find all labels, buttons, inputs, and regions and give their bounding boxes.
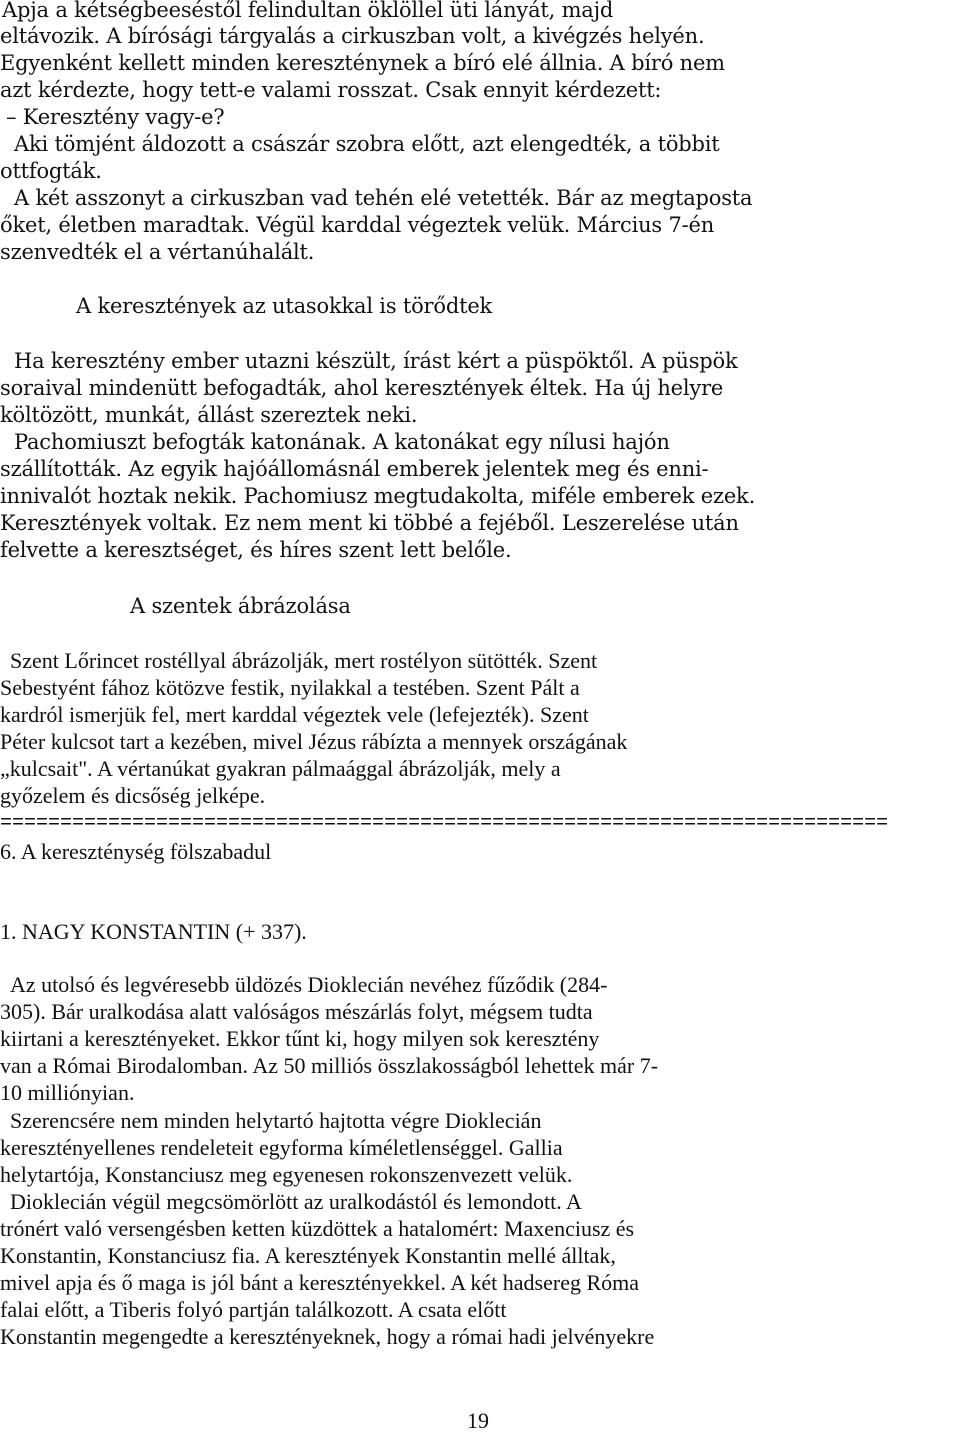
separator-line: ========================================================================== [0, 814, 889, 834]
text-line: „kulcsait". A vértanúkat gyakran pálmaággal ábrázolják, mely a [0, 756, 561, 781]
section-heading: A szentek ábrázolása [130, 594, 351, 618]
text-line: innivalót hoztak nekik. Pachomiusz megtudakolta, miféle emberek ezek. [0, 484, 756, 508]
text-line: Aki tömjént áldozott a császár szobra előtt, azt elengedték, a többit [14, 132, 720, 156]
text-line: felvette a keresztséget, és híres szent lett belőle. [0, 538, 512, 562]
text-line: van a Római Birodalomban. Az 50 milliós összlakosságból lehettek már 7- [0, 1053, 659, 1078]
text-line: Dioklecián végül megcsömörlött az uralkodástól és lemondott. A [10, 1189, 582, 1214]
text-line: Apja a kétségbeeséstől felindultan öklöllel üti lányát, majd [2, 0, 614, 22]
text-line: őket, életben maradtak. Végül karddal végeztek velük. Március 7-én [0, 213, 715, 237]
text-line: Szerencsére nem minden helytartó hajtotta végre Dioklecián [10, 1108, 542, 1133]
text-line: falai előtt, a Tiberis folyó partján találkozott. A csata előtt [0, 1297, 507, 1322]
text-line: soraival mindenütt befogadták, ahol keresztények éltek. Ha új helyre [0, 376, 724, 400]
page-number: 19 [467, 1408, 489, 1433]
text-line: kiirtani a keresztényeket. Ekkor tűnt ki, hogy milyen sok keresztény [0, 1026, 600, 1051]
text-line: eltávozik. A bírósági tárgyalás a cirkuszban volt, a kivégzés helyén. [0, 24, 705, 48]
text-line: Konstantin megengedte a keresztényeknek, hogy a római hadi jelvényekre [0, 1324, 655, 1349]
text-line: költözött, munkát, állást szereztek neki. [0, 403, 418, 427]
text-line: kardról ismerjük fel, mert karddal végeztek vele (lefejezték). Szent [0, 702, 589, 727]
text-line: Ha keresztény ember utazni készült, írást kért a püspöktől. A püspök [14, 349, 738, 373]
text-line: szállították. Az egyik hajóállomásnál emberek jelentek meg és enni- [0, 457, 709, 481]
text-line: 305). Bár uralkodása alatt valóságos mészárlás folyt, mégsem tudta [0, 999, 593, 1024]
section-heading: A keresztények az utasokkal is törődtek [76, 294, 493, 318]
text-line: trónért való versengésben ketten küzdöttek a hatalomért: Maxenciusz és [0, 1216, 635, 1241]
text-line: Egyenként kellett minden kereszténynek a bíró elé állnia. A bíró nem [0, 51, 725, 75]
text-line: győzelem és dicsőség jelképe. [0, 783, 266, 808]
text-line: azt kérdezte, hogy tett-e valami rosszat. Csak ennyit kérdezett: [0, 78, 662, 102]
text-line: ottfogták. [0, 159, 102, 183]
text-line: helytartója, Konstanciusz meg egyenesen rokonszenvezett velük. [0, 1162, 573, 1187]
text-line: mivel apja és ő maga is jól bánt a keresztényekkel. A két hadsereg Róma [0, 1270, 640, 1295]
text-line: A két asszonyt a cirkuszban vad tehén elé vetették. Bár az megtaposta [14, 186, 753, 210]
text-line: – Keresztény vagy-e? [6, 105, 225, 129]
text-line: Pachomiuszt befogták katonának. A katonákat egy nílusi hajón [14, 430, 670, 454]
text-line: Sebestyént fához kötözve festik, nyilakkal a testében. Szent Pált a [0, 675, 580, 700]
text-line: Keresztények voltak. Ez nem ment ki többé a fejéből. Leszerelése után [0, 511, 739, 535]
text-line: szenvedték el a vértanúhalált. [0, 240, 315, 264]
text-line: Konstantin, Konstanciusz fia. A keresztények Konstantin mellé álltak, [0, 1243, 616, 1268]
text-line: 10 milliónyian. [0, 1080, 135, 1105]
text-line: Szent Lőrincet rostéllyal ábrázolják, mert rostélyon sütötték. Szent [10, 648, 598, 673]
text-line: Péter kulcsot tart a kezében, mivel Jézus rábízta a mennyek országának [0, 729, 628, 754]
chapter-title: 6. A kereszténység fölszabadul [0, 839, 272, 864]
subchapter-title: 1. NAGY KONSTANTIN (+ 337). [0, 919, 307, 944]
text-line: Az utolsó és legvéresebb üldözés Dioklecián nevéhez fűződik (284- [10, 972, 608, 997]
text-line: keresztényellenes rendeleteit egyforma kíméletlenséggel. Gallia [0, 1135, 563, 1160]
